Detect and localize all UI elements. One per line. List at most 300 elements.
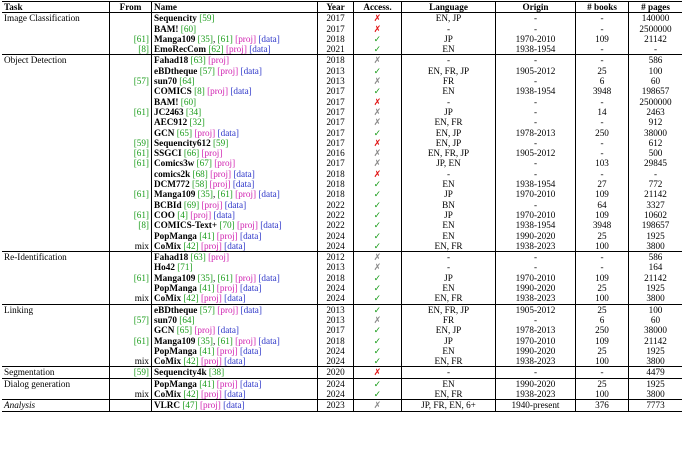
dataset-citation[interactable]: [35] <box>197 33 213 44</box>
dataset-data-link[interactable]: [data] <box>223 400 245 411</box>
dataset-project-link[interactable]: [proj] <box>208 55 230 66</box>
name-cell <box>152 86 318 96</box>
dataset-citation[interactable]: [61] <box>217 33 233 44</box>
task-cell <box>2 158 110 168</box>
dataset-project-link[interactable]: [proj] <box>210 168 232 179</box>
pages-cell: 100 <box>648 304 663 315</box>
access-cell <box>354 336 402 346</box>
dataset-citation[interactable]: [62] <box>208 44 224 55</box>
header-origin: Origin <box>496 2 576 13</box>
origin-cell: 1938-2023 <box>496 356 576 367</box>
dataset-data-link[interactable]: [data] <box>217 325 239 336</box>
dataset-project-link[interactable]: [proj] <box>207 86 229 97</box>
dataset-citation[interactable]: [61] <box>217 335 233 346</box>
dataset-data-link[interactable]: [data] <box>224 293 246 304</box>
origin-cell: - <box>496 367 576 378</box>
from-citation[interactable]: [57] <box>133 76 149 87</box>
dataset-name: COMICS-Text+ <box>154 220 218 231</box>
pages-cell: 912 <box>648 117 663 128</box>
access-cell <box>354 179 402 189</box>
access-cell <box>354 200 402 210</box>
from-cell <box>110 210 152 220</box>
dataset-citation[interactable]: [64] <box>179 76 195 87</box>
dataset-citation[interactable]: [65] <box>176 127 193 138</box>
from-cell <box>110 128 152 138</box>
check-icon: ✓ <box>373 335 382 346</box>
books-cell: - <box>576 252 629 263</box>
dataset-data-link[interactable]: [data] <box>224 199 247 210</box>
partial-cross-icon: ✗ <box>373 117 382 128</box>
dataset-project-link[interactable]: [proj] <box>194 325 216 336</box>
dataset-citation[interactable]: [47] <box>182 400 198 411</box>
dataset-citation[interactable]: [41] <box>199 230 215 241</box>
books-cell: 109 <box>576 210 629 220</box>
partial-cross-icon: ✗ <box>373 76 382 87</box>
access-cell <box>354 293 402 304</box>
books-cell: 100 <box>576 356 629 367</box>
dataset-project-link[interactable]: [proj] <box>194 127 216 138</box>
task-cell <box>2 189 110 199</box>
from-cell <box>110 34 152 44</box>
year-cell: 2017 <box>318 13 354 24</box>
books-cell: 6 <box>576 76 629 86</box>
year-cell: 2018 <box>318 55 354 66</box>
dataset-data-link[interactable]: [data] <box>258 33 280 44</box>
books-cell: 25 <box>576 346 629 356</box>
table-row <box>2 189 682 199</box>
access-cell <box>354 283 402 293</box>
dataset-project-link[interactable]: [proj] <box>200 388 222 399</box>
name-cell <box>152 252 318 263</box>
dataset-citation[interactable]: [68] <box>192 168 208 179</box>
dataset-citation[interactable]: [42] <box>183 356 199 367</box>
dataset-citation[interactable]: [63] <box>190 55 206 66</box>
from-citation[interactable]: [8] <box>138 44 149 55</box>
language-cell: JP <box>402 210 496 220</box>
dataset-data-link[interactable]: [data] <box>240 345 262 356</box>
pages-cell: 3800 <box>646 240 665 251</box>
section-segmentation <box>2 367 682 378</box>
dataset-citation[interactable]: [61] <box>217 272 233 283</box>
cross-icon: ✗ <box>373 367 382 378</box>
year-cell: 2022 <box>318 200 354 210</box>
from-citation[interactable]: [61] <box>133 148 149 159</box>
access-cell <box>354 138 402 148</box>
check-icon: ✓ <box>373 272 382 283</box>
year-cell: 2024 <box>318 293 354 304</box>
from-cell <box>110 315 152 325</box>
dataset-name: Fahad18 <box>154 55 189 66</box>
task-cell: Object Detection <box>2 55 110 66</box>
dataset-name: PopManga <box>154 230 197 241</box>
access-cell <box>354 97 402 107</box>
from-citation[interactable]: [61] <box>133 33 149 44</box>
name-cell: Manga109 [35], [61] [proj] [data] <box>152 189 318 199</box>
dataset-citation[interactable]: [42] <box>183 388 199 399</box>
dataset-citation[interactable]: [38] <box>208 367 225 378</box>
task-cell <box>2 179 110 189</box>
name-cell <box>152 179 318 189</box>
pages-cell: 60 <box>650 314 661 325</box>
check-icon: ✓ <box>373 325 382 336</box>
dataset-project-link[interactable]: [proj] <box>235 189 257 200</box>
language-cell: EN, JP <box>402 13 496 24</box>
year-cell: 2016 <box>318 148 354 158</box>
language-cell: JP <box>402 336 496 346</box>
dataset-project-link[interactable]: [proj] <box>190 209 212 220</box>
table-row <box>2 179 682 189</box>
table-row <box>2 356 682 367</box>
dataset-citation[interactable]: [60] <box>180 23 197 34</box>
language-cell: EN, FR, JP <box>402 66 496 76</box>
name-cell <box>152 13 318 24</box>
from-citation[interactable]: [59] <box>133 137 149 148</box>
from-cell <box>110 13 152 24</box>
dataset-citation[interactable]: [4] <box>177 209 188 220</box>
name-cell <box>152 304 318 315</box>
pages-cell: 21142 <box>644 335 667 346</box>
pages-cell: 612 <box>648 137 663 148</box>
year-cell: 2023 <box>318 400 354 411</box>
dataset-data-link[interactable]: [data] <box>217 127 239 138</box>
table-row <box>2 252 682 263</box>
from-citation[interactable]: [61] <box>133 189 149 200</box>
dataset-project-link[interactable]: [proj] <box>208 252 230 263</box>
books-cell: - <box>576 367 629 378</box>
task-cell <box>2 34 110 44</box>
dataset-project-link[interactable]: [proj] <box>201 148 223 159</box>
dataset-data-link[interactable]: [data] <box>240 283 262 294</box>
dataset-name: eBDtheque <box>154 304 198 315</box>
dataset-name: JC2463 <box>154 106 184 117</box>
name-cell <box>152 76 318 86</box>
language-cell: EN, FR <box>402 356 496 367</box>
access-cell <box>354 107 402 117</box>
year-cell: 2017 <box>318 97 354 107</box>
dataset-name: Manga109 <box>154 33 196 44</box>
dataset-citation[interactable]: [35] <box>197 335 213 346</box>
dataset-name: GCN <box>154 127 175 138</box>
partial-cross-icon: ✗ <box>373 262 382 273</box>
dataset-citation[interactable]: [64] <box>179 314 195 325</box>
year-cell: 2013 <box>318 262 354 272</box>
table-row <box>2 283 682 293</box>
check-icon: ✓ <box>373 304 382 315</box>
origin-cell: - <box>496 13 576 24</box>
dataset-data-link[interactable]: [data] <box>258 272 280 283</box>
task-cell <box>2 97 110 107</box>
from-cell <box>110 179 152 189</box>
dataset-project-link[interactable]: [proj] <box>216 345 238 356</box>
access-cell <box>354 128 402 138</box>
header-language: Language <box>402 2 496 13</box>
dataset-project-link[interactable]: [proj] <box>235 272 257 283</box>
from-mix: mix <box>134 356 149 367</box>
from-cell <box>110 325 152 335</box>
dataset-citation[interactable]: [57] <box>199 304 215 315</box>
from-cell <box>110 378 152 389</box>
name-cell <box>152 315 318 325</box>
partial-cross-icon: ✗ <box>373 252 382 263</box>
name-cell <box>152 356 318 367</box>
dataset-data-link[interactable]: [data] <box>224 388 246 399</box>
from-cell <box>110 97 152 107</box>
from-cell <box>110 241 152 252</box>
dataset-data-link[interactable]: [data] <box>232 179 255 190</box>
dataset-citation[interactable]: [58] <box>192 179 208 190</box>
pages-cell: 198657 <box>641 220 670 231</box>
access-cell <box>354 304 402 315</box>
dataset-citation[interactable]: [59] <box>199 13 215 24</box>
section-linking <box>2 304 682 367</box>
dataset-citation[interactable]: [42] <box>183 293 199 304</box>
origin-cell: - <box>496 24 576 34</box>
pages-cell: 10602 <box>644 209 667 220</box>
table-row <box>2 273 682 283</box>
dataset-data-link[interactable]: [data] <box>260 220 282 231</box>
dataset-name: Sequencity612 <box>154 137 211 148</box>
task-cell <box>2 336 110 346</box>
dataset-citation[interactable]: [67] <box>196 158 212 169</box>
dataset-project-link[interactable]: [proj] <box>200 356 222 367</box>
from-citation[interactable]: [61] <box>133 272 149 283</box>
dataset-citation[interactable]: [57] <box>199 65 215 76</box>
dataset-name: Comics3w <box>154 158 195 169</box>
dataset-project-link[interactable]: [proj] <box>201 199 223 210</box>
dataset-citation[interactable]: [8] <box>194 86 205 97</box>
dataset-project-link[interactable]: [proj] <box>209 179 231 190</box>
dataset-project-link[interactable]: [proj] <box>199 400 221 411</box>
dataset-citation[interactable]: [59] <box>212 137 229 148</box>
dataset-citation[interactable]: [66] <box>183 148 200 159</box>
dataset-project-link[interactable]: [proj] <box>237 220 258 231</box>
section-dialog-generation <box>2 378 682 400</box>
access-cell <box>354 158 402 168</box>
origin-cell: - <box>496 107 576 117</box>
access-cell <box>354 367 402 378</box>
dataset-data-link[interactable]: [data] <box>249 44 271 55</box>
name-cell <box>152 262 318 272</box>
check-icon: ✓ <box>373 179 382 190</box>
origin-cell: 1970-2010 <box>496 189 576 199</box>
dataset-citation[interactable]: [32] <box>189 117 205 128</box>
pages-cell: 60 <box>650 76 661 87</box>
pages-cell: 1925 <box>646 283 665 294</box>
dataset-data-link[interactable]: [data] <box>240 378 262 389</box>
dataset-citation[interactable]: [70] <box>219 220 235 231</box>
dataset-citation[interactable]: [41] <box>199 345 215 356</box>
dataset-data-link[interactable]: [data] <box>240 65 262 76</box>
dataset-citation[interactable]: [42] <box>183 240 199 251</box>
task-cell <box>2 200 110 210</box>
name-cell <box>152 231 318 241</box>
language-cell: EN, FR <box>402 117 496 127</box>
language-cell: JP <box>402 107 496 117</box>
pages-cell: 140000 <box>641 13 670 24</box>
cross-icon: ✗ <box>373 96 382 107</box>
origin-cell: 1990-2020 <box>496 283 576 293</box>
language-cell: FR <box>402 76 496 86</box>
language-cell: EN, JP <box>402 325 496 335</box>
access-cell <box>354 273 402 283</box>
books-cell: 25 <box>576 283 629 293</box>
language-cell: EN <box>402 44 496 55</box>
name-cell <box>152 97 318 107</box>
dataset-data-link[interactable]: [data] <box>258 335 280 346</box>
cross-icon: ✗ <box>373 137 382 148</box>
dataset-project-link[interactable]: [proj] <box>235 335 257 346</box>
dataset-data-link[interactable]: [data] <box>233 168 255 179</box>
dataset-data-link[interactable]: [data] <box>224 240 246 251</box>
table-row <box>2 262 682 272</box>
from-citation[interactable]: [61] <box>133 209 149 220</box>
dataset-citation[interactable]: [63] <box>190 252 206 263</box>
from-cell <box>110 138 152 148</box>
books-cell: - <box>576 97 629 107</box>
pages-cell: - <box>653 44 658 55</box>
dataset-project-link[interactable]: [proj] <box>200 240 222 251</box>
from-cell <box>110 86 152 96</box>
pages-cell: 586 <box>648 55 663 66</box>
books-cell: - <box>576 24 629 34</box>
from-citation[interactable]: [57] <box>133 314 149 325</box>
year-cell: 2024 <box>318 241 354 252</box>
dataset-citation[interactable]: [35] <box>197 272 213 283</box>
dataset-citation[interactable]: [41] <box>199 378 215 389</box>
check-icon: ✓ <box>373 65 382 76</box>
from-cell <box>110 356 152 367</box>
dataset-citation[interactable]: [61] <box>217 189 233 200</box>
dataset-name: DCM772 <box>154 179 190 190</box>
origin-cell: 1990-2020 <box>496 346 576 356</box>
dataset-data-link[interactable]: [data] <box>258 189 280 200</box>
task-cell <box>2 273 110 283</box>
dataset-project-link[interactable]: [proj] <box>217 65 239 76</box>
books-cell: - <box>576 138 629 148</box>
name-cell <box>152 107 318 117</box>
table-row <box>2 389 682 400</box>
pages-cell: 164 <box>648 262 663 273</box>
task-cell <box>2 148 110 158</box>
origin-cell: - <box>496 158 576 168</box>
from-cell <box>110 336 152 346</box>
dataset-citation[interactable]: [41] <box>199 283 215 294</box>
from-cell <box>110 169 152 179</box>
access-cell <box>354 117 402 127</box>
dataset-project-link[interactable]: [proj] <box>216 283 238 294</box>
from-citation[interactable]: [61] <box>133 106 149 117</box>
dataset-citation[interactable]: [71] <box>177 262 193 273</box>
origin-cell: 1938-1954 <box>496 44 576 55</box>
dataset-data-link[interactable]: [data] <box>213 209 235 220</box>
task-cell <box>2 107 110 117</box>
dataset-citation[interactable]: [65] <box>176 325 193 336</box>
task-cell <box>2 66 110 76</box>
dataset-citation[interactable]: [69] <box>183 199 200 210</box>
dataset-project-link[interactable]: [proj] <box>225 44 247 55</box>
table-row <box>2 66 682 76</box>
dataset-name: BCBId <box>154 199 182 210</box>
origin-cell: 1938-2023 <box>496 389 576 400</box>
table-row <box>2 138 682 148</box>
dataset-citation[interactable]: [34] <box>185 106 202 117</box>
access-cell <box>354 241 402 252</box>
dataset-project-link[interactable]: [proj] <box>200 293 222 304</box>
access-cell <box>354 76 402 86</box>
dataset-name: eBDtheque <box>154 65 198 76</box>
year-cell: 2018 <box>318 34 354 44</box>
dataset-data-link[interactable]: [data] <box>240 230 262 241</box>
from-citation[interactable]: [8] <box>138 220 149 231</box>
dataset-citation[interactable]: [60] <box>180 96 197 107</box>
pages-cell: 7773 <box>646 400 665 411</box>
books-cell: 100 <box>576 389 629 400</box>
books-cell: 25 <box>576 231 629 241</box>
name-cell <box>152 138 318 148</box>
name-cell <box>152 169 318 179</box>
from-cell <box>110 107 152 117</box>
year-cell: 2020 <box>318 367 354 378</box>
check-icon: ✓ <box>373 283 382 294</box>
header-name: Name <box>152 2 318 13</box>
dataset-name: PopManga <box>154 378 197 389</box>
dataset-data-link[interactable]: [data] <box>224 356 246 367</box>
from-cell <box>110 117 152 127</box>
origin-cell: 1970-2010 <box>496 336 576 346</box>
from-citation[interactable]: [61] <box>133 158 149 169</box>
table-row <box>2 336 682 346</box>
table-row <box>2 117 682 127</box>
books-cell: 100 <box>576 241 629 252</box>
access-cell <box>354 169 402 179</box>
pages-cell: 500 <box>648 148 663 159</box>
dataset-project-link[interactable]: [proj] <box>216 378 238 389</box>
from-cell <box>110 293 152 304</box>
dataset-project-link[interactable]: [proj] <box>235 33 257 44</box>
year-cell: 2012 <box>318 252 354 263</box>
dataset-project-link[interactable]: [proj] <box>217 304 239 315</box>
books-cell: 25 <box>576 304 629 315</box>
books-cell: 27 <box>576 179 629 189</box>
name-cell <box>152 400 318 411</box>
access-cell <box>354 34 402 44</box>
dataset-citation[interactable]: [35] <box>197 189 213 200</box>
check-icon: ✓ <box>373 378 382 389</box>
language-cell: - <box>402 97 496 107</box>
dataset-data-link[interactable]: [data] <box>230 86 252 97</box>
check-icon: ✓ <box>373 293 382 304</box>
dataset-name: sun70 <box>154 314 177 325</box>
language-cell: - <box>402 252 496 263</box>
dataset-project-link[interactable]: [proj] <box>216 230 238 241</box>
from-citation[interactable]: [59] <box>133 367 149 378</box>
year-cell: 2013 <box>318 304 354 315</box>
language-cell: JP <box>402 189 496 199</box>
pages-cell: 2500000 <box>639 96 672 107</box>
year-cell: 2017 <box>318 24 354 34</box>
task-cell: Analysis <box>2 400 110 411</box>
dataset-project-link[interactable]: [proj] <box>214 158 236 169</box>
from-citation[interactable]: [61] <box>133 335 149 346</box>
language-cell: EN <box>402 86 496 96</box>
dataset-data-link[interactable]: [data] <box>240 304 262 315</box>
partial-cross-icon: ✗ <box>373 148 382 159</box>
table-row <box>2 44 682 55</box>
pages-cell: 3327 <box>646 199 665 210</box>
table-row <box>2 325 682 335</box>
dataset-name: CoMix <box>154 388 182 399</box>
name-cell <box>152 367 318 378</box>
